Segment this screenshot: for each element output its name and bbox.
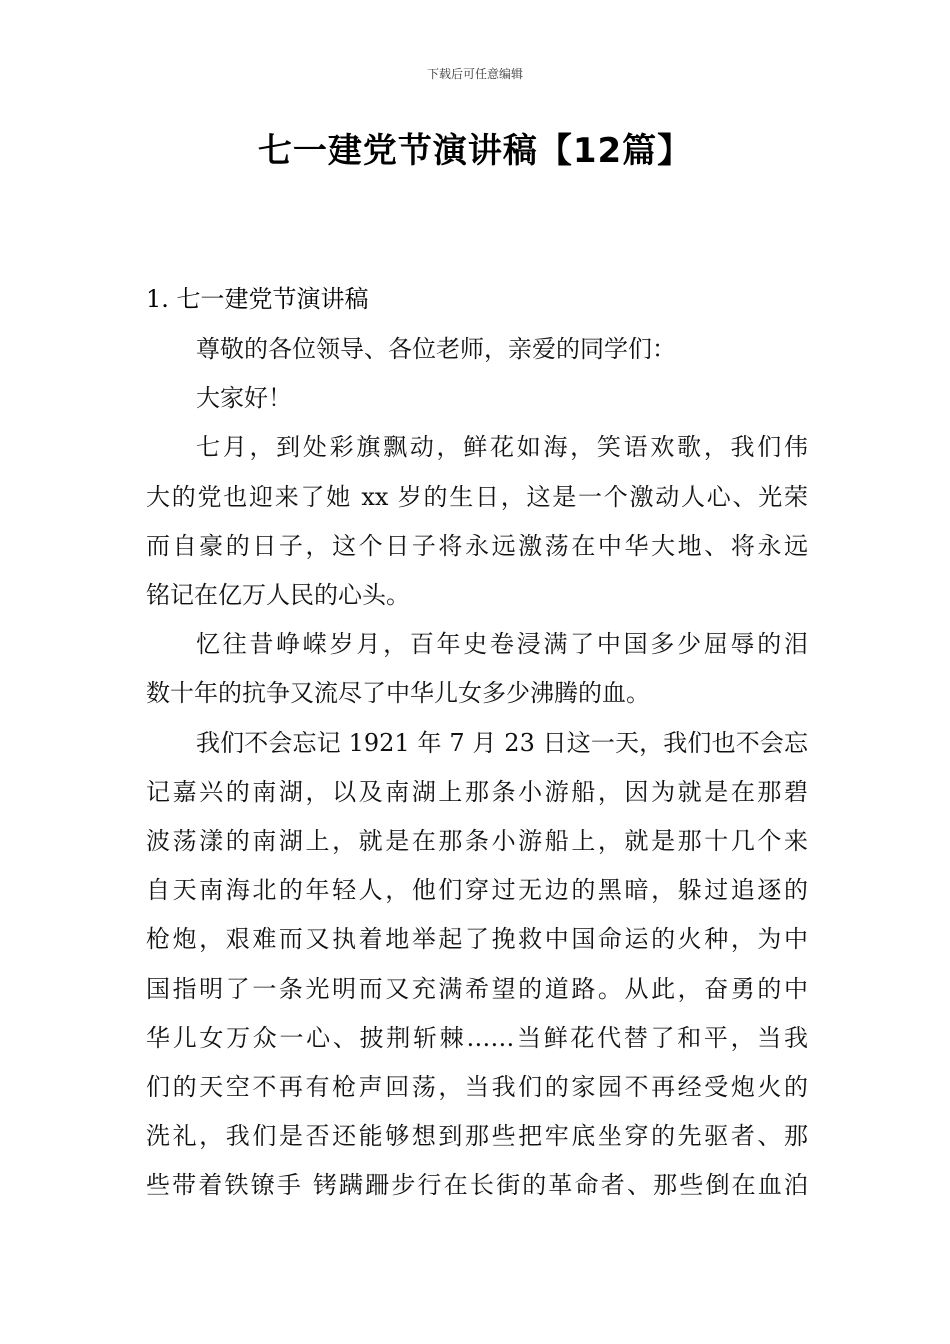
section-heading: 1. 七一建党节演讲稿: [146, 285, 369, 313]
paragraph-line: 而自豪的日子，这个日子将永远激荡在中华大地、将永远: [146, 531, 808, 560]
paragraph-line: 数十年的抗争又流尽了中华儿女多少沸腾的血。: [146, 679, 650, 708]
paragraph-line: 铭记在亿万人民的心头。: [146, 581, 410, 609]
paragraph-line: 自天南海北的年轻人，他们穿过无边的黑暗，躲过追逐的: [146, 876, 808, 905]
paragraph-line: 波荡漾的南湖上，就是在那条小游船上，就是那十几个来: [146, 827, 808, 855]
paragraph-line: 七月，到处彩旗飘动，鲜花如海，笑语欢歌，我们伟: [196, 433, 808, 462]
paragraph-line: 尊敬的各位领导、各位老师，亲爱的同学们：: [196, 335, 676, 363]
paragraph-line: 们的天空不再有枪声回荡，当我们的家园不再经受炮火的: [146, 1073, 808, 1101]
paragraph-line: 大家好！: [196, 384, 292, 413]
paragraph-line: 些带着铁镣手 铐蹒跚步行在长街的革命者、那些倒在血泊: [146, 1171, 808, 1200]
paragraph-line: 大的党也迎来了她 xx 岁的生日，这是一个激动人心、光荣: [146, 482, 808, 511]
paragraph-line: 我们不会忘记 1921 年 7 月 23 日这一天，我们也不会忘: [196, 728, 808, 757]
paragraph-line: 忆往昔峥嵘岁月，百年史卷浸满了中国多少屈辱的泪: [196, 630, 808, 659]
paragraph-line: 国指明了一条光明而又充满希望的道路。从此，奋勇的中: [146, 974, 808, 1003]
paragraph-line: 洗礼，我们是否还能够想到那些把牢底坐穿的先驱者、那: [146, 1122, 808, 1151]
document-title: 七一建党节演讲稿【12篇】: [257, 131, 693, 171]
paragraph-line: 记嘉兴的南湖，以及南湖上那条小游船，因为就是在那碧: [146, 777, 808, 806]
paragraph-line: 华儿女万众一心、披荆斩棘……当鲜花代替了和平，当我: [146, 1023, 808, 1052]
header-note: 下载后可任意编辑: [426, 67, 523, 81]
paragraph-line: 枪炮，艰难而又执着地举起了挽救中国命运的火种，为中: [146, 925, 808, 954]
